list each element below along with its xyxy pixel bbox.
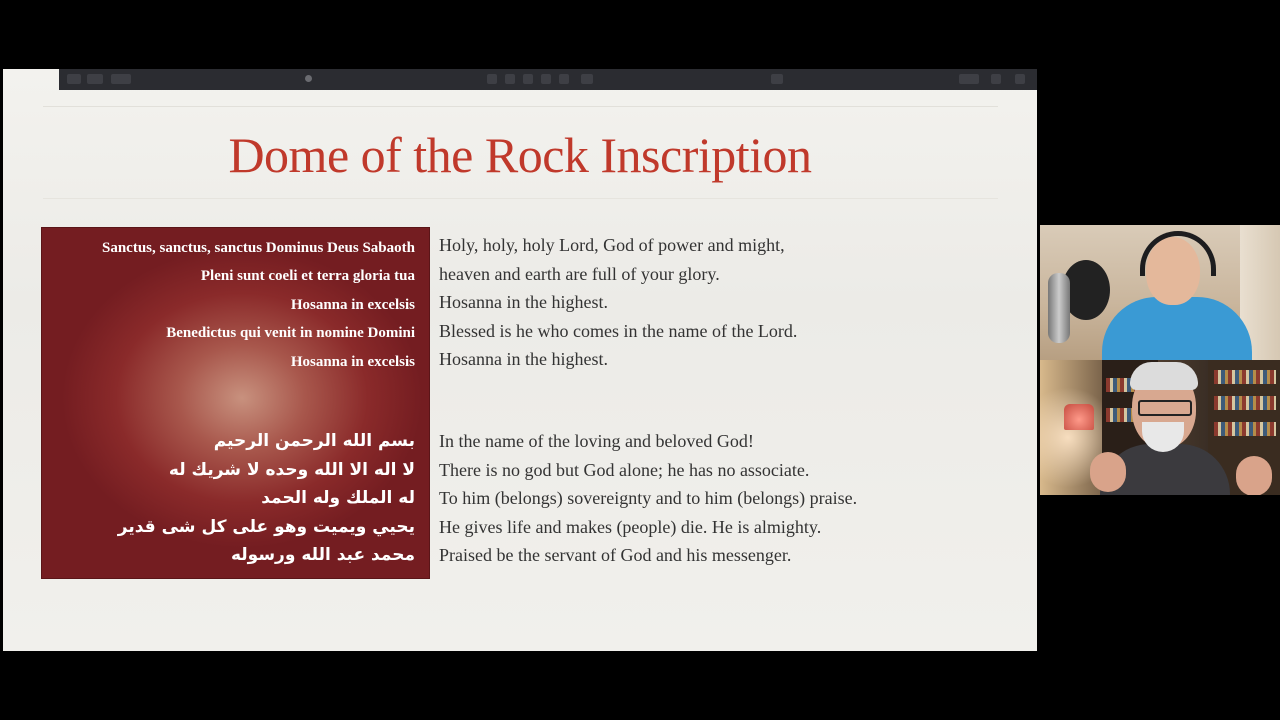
title-divider — [43, 198, 998, 199]
participant-hand-left — [1090, 452, 1126, 492]
english-line-4: Blessed is he who comes in the name of the Lord. — [439, 321, 798, 341]
participant-shirt — [1102, 297, 1252, 360]
headphones — [1140, 231, 1216, 276]
toolbar-button[interactable] — [581, 74, 593, 84]
presentation-toolbar — [59, 69, 1037, 90]
play-icon[interactable] — [305, 75, 312, 82]
english-line-1: Holy, holy, holy Lord, God of power and might, — [439, 235, 785, 255]
books — [1214, 396, 1276, 410]
toolbar-button[interactable] — [771, 74, 783, 84]
english-line-8: To him (belongs) sovereignty and to him (belongs) praise. — [439, 488, 858, 508]
english-line-3: Hosanna in the highest. — [439, 292, 608, 312]
eyeglasses — [1138, 400, 1192, 416]
toolbar-button[interactable] — [111, 74, 131, 84]
participant-hair — [1130, 362, 1198, 390]
participant-hand-right — [1236, 456, 1272, 495]
arabic-line-3: له الملك وله الحمد — [261, 488, 415, 508]
toolbar-button[interactable] — [505, 74, 515, 84]
shared-slide-window — [3, 69, 1037, 651]
microphone — [1048, 273, 1070, 343]
latin-line-2: Pleni sunt coeli et terra gloria tua — [200, 268, 415, 284]
participant-video-2[interactable] — [1040, 360, 1280, 495]
latin-line-5: Hosanna in excelsis — [290, 354, 415, 370]
english-line-10: Praised be the servant of God and his messenger. — [439, 545, 792, 565]
toolbar-button[interactable] — [991, 74, 1001, 84]
arabic-line-1: بسم الله الرحمن الرحيم — [213, 431, 415, 451]
latin-line-3: Hosanna in excelsis — [290, 297, 415, 313]
original-text-panel — [41, 227, 430, 579]
toolbar-button[interactable] — [541, 74, 551, 84]
toolbar-button[interactable] — [487, 74, 497, 84]
arabic-line-2: لا اله الا الله وحده لا شريك له — [168, 460, 415, 480]
slide-top-rule — [43, 106, 998, 107]
english-line-6: In the name of the loving and beloved God! — [439, 431, 754, 451]
toolbar-button[interactable] — [523, 74, 533, 84]
toolbar-button[interactable] — [1015, 74, 1025, 84]
latin-line-4: Benedictus qui venit in nomine Domini — [166, 325, 415, 341]
toolbar-button[interactable] — [87, 74, 103, 84]
latin-line-1: Sanctus, sanctus, sanctus Dominus Deus Sabaoth — [101, 240, 415, 256]
english-line-7: There is no god but God alone; he has no associate. — [439, 460, 810, 480]
english-line-2: heaven and earth are full of your glory. — [439, 264, 720, 284]
toolbar-button[interactable] — [67, 74, 81, 84]
arabic-line-5: محمد عبد الله ورسوله — [230, 545, 415, 565]
arabic-line-4: يحيي ويميت وهو على كل شى قدير — [117, 517, 415, 537]
english-line-5: Hosanna in the highest. — [439, 349, 608, 369]
toolbar-button[interactable] — [959, 74, 979, 84]
participant-video-1[interactable] — [1040, 225, 1280, 360]
books — [1214, 422, 1276, 436]
slide-title: Dome of the Rock Inscription — [228, 127, 812, 183]
toolbar-button[interactable] — [559, 74, 569, 84]
lamp — [1064, 404, 1094, 430]
books — [1214, 370, 1276, 384]
english-line-9: He gives life and makes (people) die. He is almighty. — [439, 517, 822, 537]
